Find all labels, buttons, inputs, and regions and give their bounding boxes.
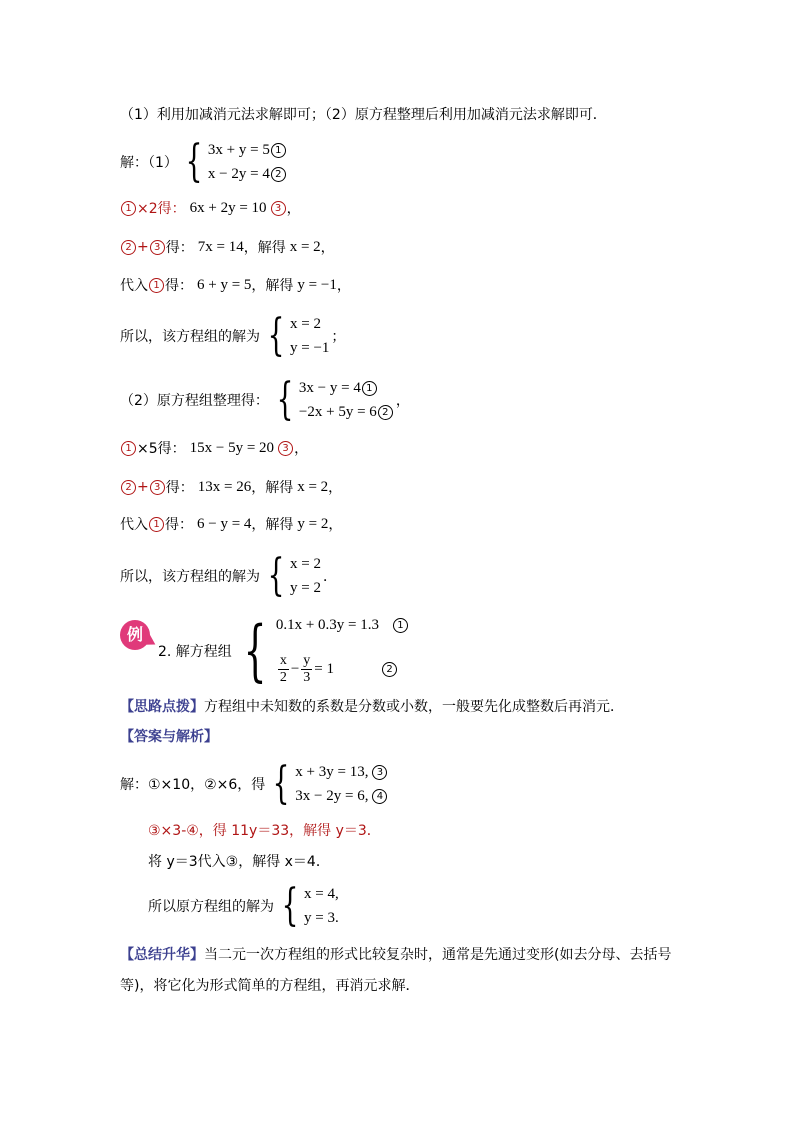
ex2-problem: 2. 解方程组 { 0.1x + 0.3y = 1.3 1 $\frac{x}{2}$ − $\frac{y}{3}$ = 1 2 [158,612,411,689]
p1-system-row [120,136,289,187]
p2-step2: 2 + 3 得： 13x = 26 ，解得 x = 2 ， [120,477,342,497]
p1-eq1: 3x + y = 5 [207,141,270,158]
p2-step1: 1 ×5得： 15x − 5y = 20 3 ， [120,438,308,458]
p1-step2: 2 + 3 得： 7x = 14 ，解得 x = 2 ， [120,237,335,257]
summary-row: 【总结升华】 当二元一次方程组的形式比较复杂时，通常是先通过变形(如去分母、去括号 [120,944,671,964]
p2-step3: 代入 1 得： 6 − y = 4 ，解得 y = 2 ， [120,515,343,533]
circled-1-icon: 1 [149,517,164,532]
circled-4-icon: 4 [372,789,387,804]
p1-step1: 1 ×2得： 6x + 2y = 10 3 ， [120,198,301,218]
ex2-step1: ③×3-④，得 11y＝33，解得 y＝3． [148,823,381,839]
p1-step3: 代入 1 得： 6 + y = 5 ，解得 y = −1 ， [120,276,351,294]
hint-text: 方程组中未知数的系数是分数或小数，一般要先化成整数后再消元． [204,699,624,715]
summary-tag: 【总结升华】 [120,947,204,963]
circled-3-icon: 3 [150,480,165,495]
circled-1-icon: 1 [121,201,136,216]
hint-row [120,696,624,716]
p1-eq2: x − 2y = 4 [207,165,270,182]
p2-lead: （2）原方程组整理得： [120,392,269,409]
circled-1-icon: 1 [271,143,286,158]
p1-lead: 解：（1） [120,154,178,171]
p2-system: { 3x − y = 4 1 −2x + 5y = 6 2 [271,374,394,425]
example-badge-icon: 例 [120,620,150,650]
p2-system-row: （2）原方程组整理得： { 3x − y = 4 1 −2x + 5y = 6 2 ， [120,374,410,425]
circled-1-icon: 1 [149,278,164,293]
hint-tag: 【思路点拨】 [120,699,204,715]
circled-1-icon: 1 [362,381,377,396]
circled-3-icon: 3 [271,201,286,216]
intro-text: （1）利用加减消元法求解即可；（2）原方程整理后利用加减消元法求解即可． [120,107,607,123]
p1-solution: 所以，该方程组的解为 { x = 2 y = −1 ； [120,310,346,361]
circled-3-icon: 3 [278,441,293,456]
ex2-step2: 将 y＝3代入③，解得 x＝4． [148,854,330,870]
ex2-final: 所以原方程组的解为 { x = 4, y = 3. [148,880,339,931]
p2-solution: 所以，该方程组的解为 { x = 2 y = 2 ． [120,550,337,601]
circled-1-icon: 1 [393,618,408,633]
circled-1-icon: 1 [121,441,136,456]
p1-system: { 3x + y = 5 1 x − 2y = 4 2 [180,136,287,187]
circled-2-icon: 2 [382,662,397,677]
circled-2-icon: 2 [271,167,286,182]
circled-3-icon: 3 [150,240,165,255]
circled-2-icon: 2 [121,240,136,255]
circled-2-icon: 2 [121,480,136,495]
summary-line2: 等)，将它化为形式简单的方程组，再消元求解． [120,978,420,994]
ex2-solution-system: 解：①×10，②×6，得 { x + 3y = 13, 3 3x − 2y = 6, 4 [120,758,390,809]
answer-tag: 【答案与解析】 [120,729,218,745]
circled-3-icon: 3 [372,765,387,780]
circled-2-icon: 2 [378,405,393,420]
